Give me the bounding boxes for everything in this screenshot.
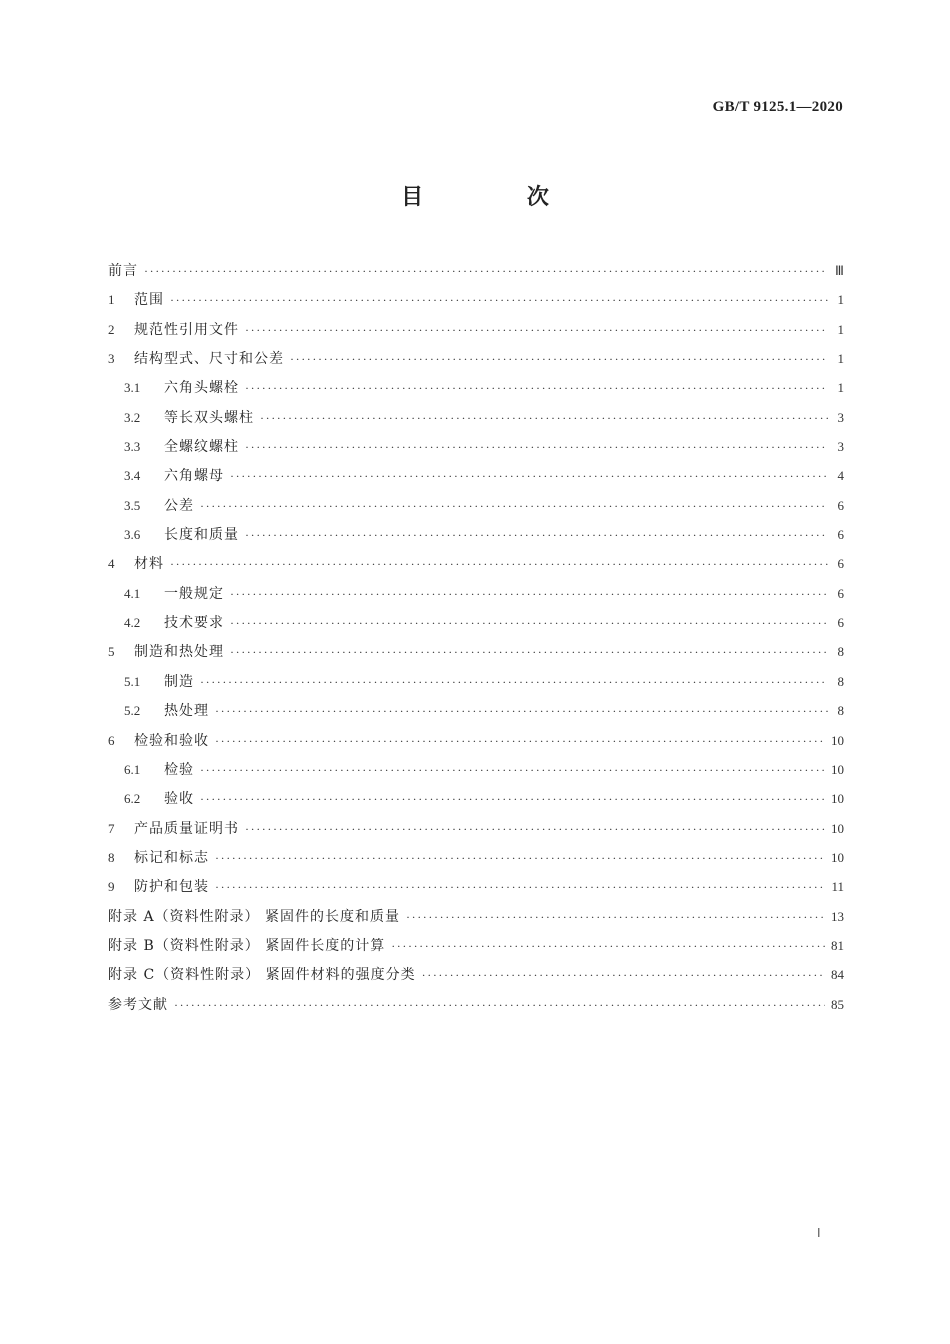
- toc-entry-page: 10: [831, 849, 844, 865]
- toc-entry[interactable]: [108, 960, 844, 989]
- toc-entry-title: 检验: [164, 761, 194, 778]
- toc-dot-leader: [230, 462, 828, 491]
- toc-entry-title: 六角螺母: [164, 468, 224, 485]
- toc-entry[interactable]: [108, 667, 844, 696]
- page-title: 目 次: [401, 185, 597, 210]
- toc-dot-leader: [200, 492, 828, 521]
- toc-entry[interactable]: [108, 491, 844, 520]
- toc-entry-title: 附录 B（资料性附录） 紧固件长度的计算: [108, 937, 386, 954]
- toc-entry-title: 材料: [134, 556, 164, 573]
- toc-entry-title: 参考文献: [108, 996, 168, 1013]
- toc-dot-leader: [245, 433, 828, 462]
- toc-entry[interactable]: [108, 990, 844, 1019]
- toc-dot-leader: [215, 844, 825, 873]
- toc-dot-leader: [230, 580, 828, 609]
- toc-dot-leader: [391, 932, 825, 961]
- toc-entry-page: 10: [831, 732, 844, 748]
- toc-dot-leader: [215, 727, 825, 756]
- toc-entry[interactable]: [108, 579, 844, 608]
- toc-entry-page: Ⅲ: [835, 263, 844, 278]
- toc-entry[interactable]: [108, 696, 844, 725]
- toc-entry[interactable]: [108, 726, 844, 755]
- toc-entry[interactable]: [108, 256, 844, 285]
- toc-entry-title: 附录 C（资料性附录） 紧固件材料的强度分类: [108, 967, 416, 984]
- toc-dot-leader: [200, 785, 825, 814]
- toc-entry-page: 1: [837, 321, 844, 337]
- toc-entry[interactable]: [108, 373, 844, 402]
- toc-entry-title: 长度和质量: [164, 527, 239, 544]
- toc-dot-leader: [170, 286, 828, 315]
- toc-entry-page: 6: [837, 497, 844, 513]
- toc-entry-number: 6.1: [124, 761, 141, 777]
- page-number: Ⅰ: [817, 1226, 821, 1240]
- toc-entry-number: 8: [108, 849, 115, 865]
- toc-entry-page: 10: [831, 761, 844, 777]
- toc-entry-title: 制造: [164, 673, 194, 690]
- toc-dot-leader: [215, 873, 825, 902]
- toc-entry-page: 8: [837, 673, 844, 689]
- toc-dot-leader: [200, 756, 825, 785]
- toc-dot-leader: [290, 345, 828, 374]
- toc-entry-title: 技术要求: [164, 615, 224, 632]
- toc-entry[interactable]: [108, 931, 844, 960]
- toc-entry-title: 检验和验收: [134, 732, 209, 749]
- toc-entry-number: 5: [108, 644, 115, 660]
- toc-dot-leader: [230, 609, 828, 638]
- toc-dot-leader: [245, 815, 825, 844]
- toc-entry-page: 84: [831, 967, 844, 983]
- toc-entry-number: 3: [108, 351, 115, 367]
- toc-entry[interactable]: [108, 403, 844, 432]
- toc-entry-page: 81: [831, 937, 844, 953]
- toc-entry-title: 标记和标志: [134, 849, 209, 866]
- toc-dot-leader: [144, 257, 828, 286]
- toc-entry-number: 4.1: [124, 585, 141, 601]
- toc-entry-number: 6: [108, 732, 115, 748]
- toc-entry-number: 6.2: [124, 791, 141, 807]
- toc-entry-number: 2: [108, 321, 115, 337]
- toc-entry-number: 4: [108, 556, 115, 572]
- toc-dot-leader: [422, 961, 825, 990]
- toc-entry-page: 1: [837, 292, 844, 308]
- toc-entry-page: 4: [837, 468, 844, 484]
- toc-entry-number: 3.1: [124, 380, 141, 396]
- toc-entry[interactable]: [108, 461, 844, 490]
- toc-entry-title: 六角头螺栓: [164, 380, 239, 397]
- toc-entry[interactable]: [108, 872, 844, 901]
- toc-entry-title: 制造和热处理: [134, 644, 224, 661]
- toc-entry-number: 3.6: [124, 527, 141, 543]
- toc-dot-leader: [230, 638, 828, 667]
- toc-dot-leader: [215, 697, 828, 726]
- toc-dot-leader: [260, 404, 828, 433]
- toc-entry-title: 范围: [134, 292, 164, 309]
- toc-entry-title: 验收: [164, 791, 194, 808]
- toc-entry[interactable]: [108, 814, 844, 843]
- toc-entry-page: 10: [831, 820, 844, 836]
- toc-entry-page: 1: [837, 380, 844, 396]
- toc-entry-number: 3.4: [124, 468, 141, 484]
- toc-entry-number: 1: [108, 292, 115, 308]
- toc-entry-number: 3.3: [124, 439, 141, 455]
- toc-entry-number: 5.1: [124, 673, 141, 689]
- toc-dot-leader: [406, 903, 825, 932]
- toc-entry-number: 3.2: [124, 409, 141, 425]
- toc-entry-number: 9: [108, 879, 115, 895]
- toc-entry-page: 6: [837, 585, 844, 601]
- toc-entry-page: 85: [831, 996, 844, 1012]
- toc-entry-page: 6: [837, 527, 844, 543]
- toc-entry-title: 结构型式、尺寸和公差: [134, 351, 284, 368]
- toc-entry-title: 等长双头螺柱: [164, 409, 254, 426]
- toc-dot-leader: [174, 991, 825, 1020]
- toc-entry-page: 3: [837, 439, 844, 455]
- toc-entry[interactable]: [108, 344, 844, 373]
- toc-entry[interactable]: [108, 432, 844, 461]
- toc-entry-page: 8: [837, 644, 844, 660]
- toc-entry-title: 产品质量证明书: [134, 820, 239, 837]
- toc-entry-number: 7: [108, 820, 115, 836]
- toc-entry-number: 4.2: [124, 615, 141, 631]
- toc-entry-page: 1: [837, 351, 844, 367]
- toc-entry[interactable]: [108, 608, 844, 637]
- toc-entry-page: 8: [837, 703, 844, 719]
- toc-entry-title: 附录 A（资料性附录） 紧固件的长度和质量: [108, 908, 401, 925]
- toc-entry-page: 6: [837, 556, 844, 572]
- toc-entry-page: 11: [831, 879, 844, 895]
- standard-code: GB/T 9125.1—2020: [712, 99, 843, 115]
- toc-entry[interactable]: [108, 902, 844, 931]
- toc-entry-page: 3: [837, 409, 844, 425]
- table-of-contents: [108, 256, 844, 1019]
- toc-entry-number: 3.5: [124, 497, 141, 513]
- toc-entry[interactable]: [108, 520, 844, 549]
- toc-entry-page: 13: [831, 908, 844, 924]
- toc-dot-leader: [245, 374, 828, 403]
- toc-dot-leader: [245, 521, 828, 550]
- toc-entry[interactable]: [108, 315, 844, 344]
- toc-entry-title: 热处理: [164, 703, 209, 720]
- toc-entry-number: 5.2: [124, 703, 141, 719]
- toc-dot-leader: [200, 668, 828, 697]
- toc-entry-page: 6: [837, 615, 844, 631]
- toc-entry-title: 一般规定: [164, 585, 224, 602]
- toc-entry[interactable]: [108, 637, 844, 666]
- toc-entry-title: 前言: [108, 263, 138, 279]
- toc-entry[interactable]: [108, 784, 844, 813]
- toc-entry-title: 公差: [164, 497, 194, 514]
- toc-dot-leader: [245, 316, 828, 345]
- toc-entry-title: 防护和包装: [134, 879, 209, 896]
- toc-entry-title: 规范性引用文件: [134, 321, 239, 338]
- toc-entry-title: 全螺纹螺柱: [164, 439, 239, 456]
- toc-dot-leader: [170, 550, 828, 579]
- toc-entry-page: 10: [831, 791, 844, 807]
- toc-entry[interactable]: [108, 285, 844, 314]
- toc-entry[interactable]: [108, 549, 844, 578]
- toc-entry[interactable]: [108, 755, 844, 784]
- toc-entry[interactable]: [108, 843, 844, 872]
